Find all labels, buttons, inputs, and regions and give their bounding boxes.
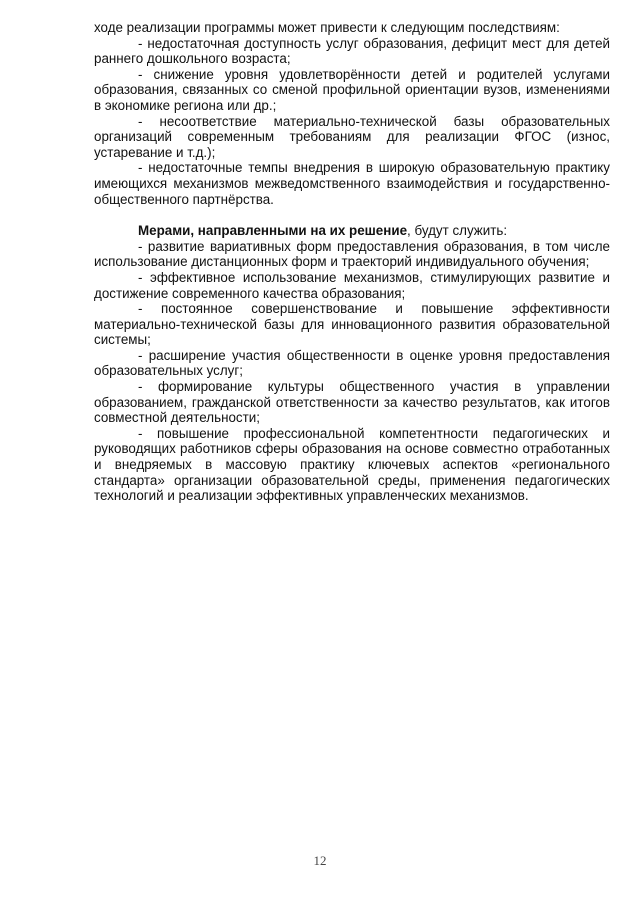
paragraph-gap	[94, 207, 610, 223]
document-body	[94, 20, 610, 504]
measures-heading-bold: Мерами, направленными на их решение	[138, 223, 408, 239]
consequence-item: - недостаточная доступность услуг образования, дефицит мест для детей раннего дошкольного возраста;	[94, 35, 610, 67]
measure-item: - развитие вариативных форм предоставления образования, в том числе использование дистанционных форм и траекторий индивидуального обучения;	[94, 238, 610, 270]
measure-item: - формирование культуры общественного участия в управлении образованием, гражданской ответственности за качество результатов, как итогов совместной деятельности;	[94, 379, 610, 426]
measure-item: - повышение профессиональной компетентности педагогических и руководящих работников сферы образования на основе совместно отработанных и внедряемых в массовую практику ключевых аспектов «регионального стандарта» организации образовательной среды, применения педагогических технологий и реализации эффективных управленческих механизмов.	[94, 425, 610, 504]
consequence-item: - снижение уровня удовлетворённости детей и родителей услугами образования, связанных со сменой профильной ориентации вузов, изменениями в экономике региона или др.;	[94, 66, 610, 113]
consequence-item: - недостаточные темпы внедрения в широкую образовательную практику имеющихся механизмов межведомственного взаимодействия и государственно-общественного партнёрства.	[94, 160, 610, 207]
measure-item: - постоянное совершенствование и повышение эффективности материально-технической базы для инновационного развития образовательной системы;	[94, 301, 610, 348]
measures-heading	[94, 223, 610, 239]
page-number: 12	[313, 853, 327, 868]
intro-line: ходе реализации программы может привести к следующим последствиям:	[94, 20, 560, 35]
consequence-item: - несоответствие материально-технической базы образовательных организаций современным требованиям для реализации ФГОС (износ, устаревание и т.д.);	[94, 113, 610, 160]
measure-item: - расширение участия общественности в оценке уровня предоставления образовательных услуг;	[94, 347, 610, 379]
measure-item: - эффективное использование механизмов, стимулирующих развитие и достижение современного качества образования;	[94, 269, 610, 301]
measures-heading-rest: , будут служить:	[407, 223, 508, 239]
